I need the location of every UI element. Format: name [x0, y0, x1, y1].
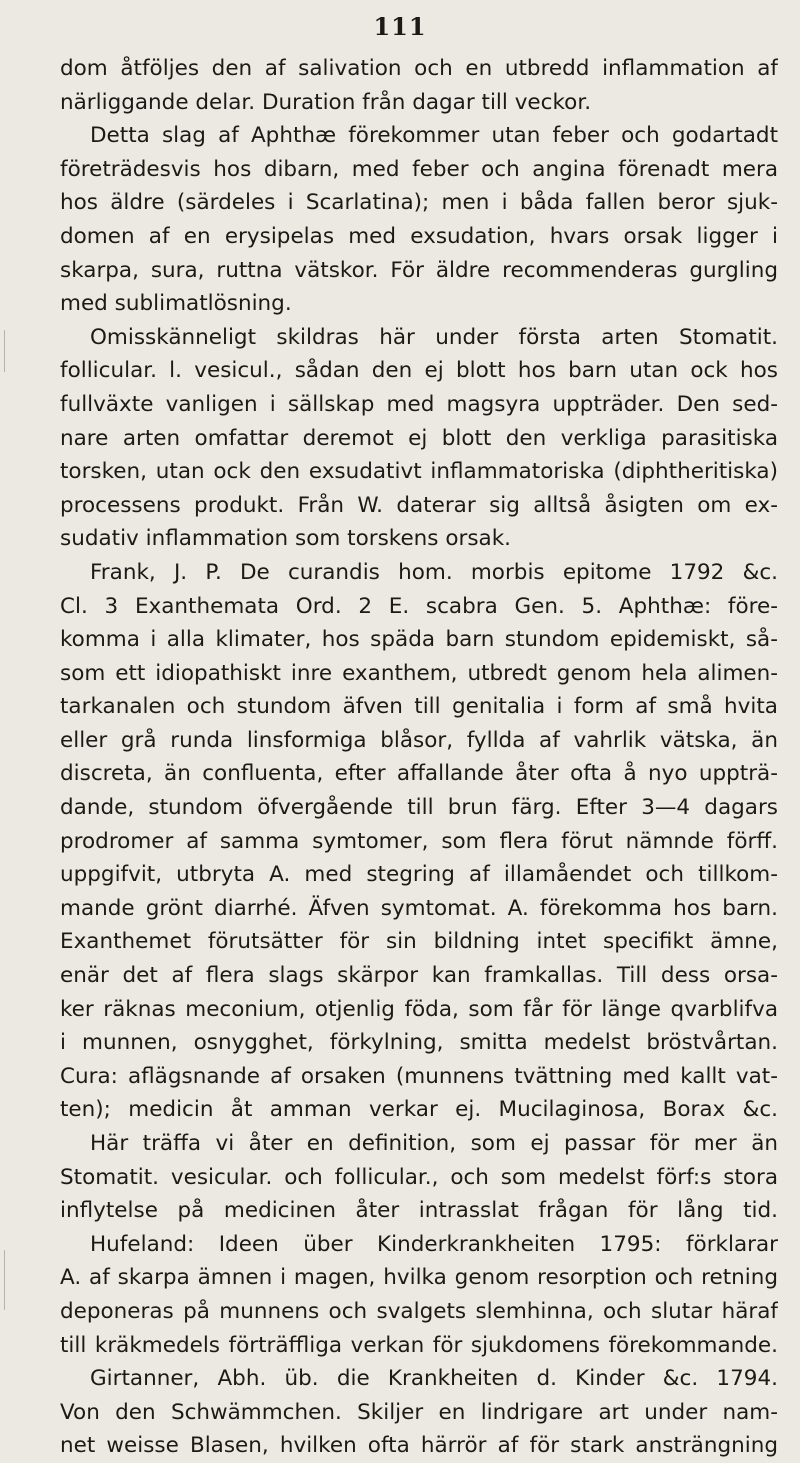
text-line: enär det af flera slags skärpor kan framkallas. Till dess orsa- — [60, 963, 778, 989]
text-line: Cl. 3 Exanthemata Ord. 2 E. scabra Gen. 5. Aphthæ: före- — [60, 593, 778, 619]
text-line: uppgifvit, utbryta A. med stegring af illamåendet och tillkom- — [60, 862, 778, 888]
text-line: mande grönt diarrhé. Äfven symtomat. A. förekomma hos barn. — [60, 895, 778, 921]
text-line: net weisse Blasen, hvilken ofta härrör af för stark ansträngning — [60, 1433, 778, 1459]
text-line: fullväxte vanligen i sällskap med magsyra uppträder. Den sed- — [60, 391, 778, 417]
text-line: hos äldre (särdeles i Scarlatina); men i båda fallen beror sjuk- — [60, 190, 778, 216]
text-line: discreta, än confluenta, efter affallande åter ofta å nyo uppträ- — [60, 761, 778, 787]
text-line: komma i alla klimater, hos späda barn stundom epidemiskt, så- — [60, 627, 778, 653]
text-line: skarpa, sura, ruttna vätskor. För äldre recommenderas gurgling — [60, 257, 778, 283]
text-line: företrädesvis hos dibarn, med feber och angina förenadt mera — [60, 156, 778, 182]
text-line: nare arten omfattar deremot ej blott den verkliga parasitiska — [60, 425, 778, 451]
text-line: med sublimatlösning. — [60, 291, 292, 317]
text-line: närliggande delar. Duration från dagar till veckor. — [60, 89, 592, 115]
text-line: till kräkmedels förträffliga verkan för sjukdomens förekommande. — [60, 1332, 778, 1358]
text-line: deponeras på munnens och svalgets slemhinna, och slutar häraf — [60, 1298, 778, 1324]
body-text — [60, 52, 778, 1463]
text-line: inflytelse på medicinen åter intrasslat frågan för lång tid. — [60, 1198, 778, 1224]
text-line: processens produkt. Från W. daterar sig alltså åsigten om ex- — [60, 492, 778, 518]
text-line: ker räknas meconium, otjenlig föda, som får för länge qvarblifva — [60, 996, 778, 1022]
text-line: tarkanalen och stundom äfven till genitalia i form af små hvita — [60, 694, 778, 720]
text-line: eller grå runda linsformiga blåsor, fyllda af vahrlik vätska, än — [60, 727, 778, 753]
text-line: Exanthemet förutsätter för sin bildning intet specifikt ämne, — [60, 929, 778, 955]
text-line: Hufeland: Ideen über Kinderkrankheiten 1795: förklarar — [90, 1231, 778, 1257]
text-line: A. af skarpa ämnen i magen, hvilka genom resorption och retning — [60, 1265, 778, 1291]
text-line: Stomatit. vesicular. och follicular., och som medelst förf:s stora — [60, 1164, 778, 1190]
text-line: ten); medicin åt amman verkar ej. Mucilaginosa, Borax &c. — [60, 1097, 778, 1123]
text-line: prodromer af samma symtomer, som flera förut nämnde förff. — [60, 828, 778, 854]
text-line: som ett idiopathiskt inre exanthem, utbredt genom hela alimen- — [60, 660, 778, 686]
text-line: Frank, J. P. De curandis hom. morbis epitome 1792 &c. — [90, 559, 778, 585]
text-line: Omisskänneligt skildras här under första arten Stomatit. — [90, 324, 778, 350]
text-line: dande, stundom öfvergående till brun färg. Efter 3—4 dagars — [60, 795, 778, 821]
text-line: Girtanner, Abh. üb. die Krankheiten d. Kinder &c. 1794. — [90, 1366, 778, 1392]
text-line: Von den Schwämmchen. Skiljer en lindrigare art under nam- — [60, 1399, 778, 1425]
text-line: sudativ inflammation som torskens orsak. — [60, 526, 511, 552]
text-line: Cura: aflägsnande af orsaken (munnens tvättning med kallt vat- — [60, 1063, 778, 1089]
text-line: domen af en erysipelas med exsudation, hvars orsak ligger i — [60, 223, 778, 249]
page-edge-mark — [4, 1250, 5, 1310]
text-line: Här träffa vi åter en definition, som ej passar för mer än — [90, 1131, 778, 1156]
text-line: follicular. l. vesicul., sådan den ej blott hos barn utan ock hos — [60, 358, 778, 384]
text-line: i munnen, osnygghet, förkylning, smitta medelst bröstvårtan. — [60, 1030, 778, 1056]
text-line: dom åtföljes den af salivation och en utbredd inflammation af — [60, 56, 778, 81]
page-number: 111 — [373, 12, 427, 41]
text-line: torsken, utan ock den exsudativt inflammatoriska (diphtheritiska) — [60, 459, 778, 485]
page-edge-mark — [4, 330, 5, 372]
text-line: Detta slag af Aphthæ förekommer utan feber och godartadt — [90, 123, 778, 149]
